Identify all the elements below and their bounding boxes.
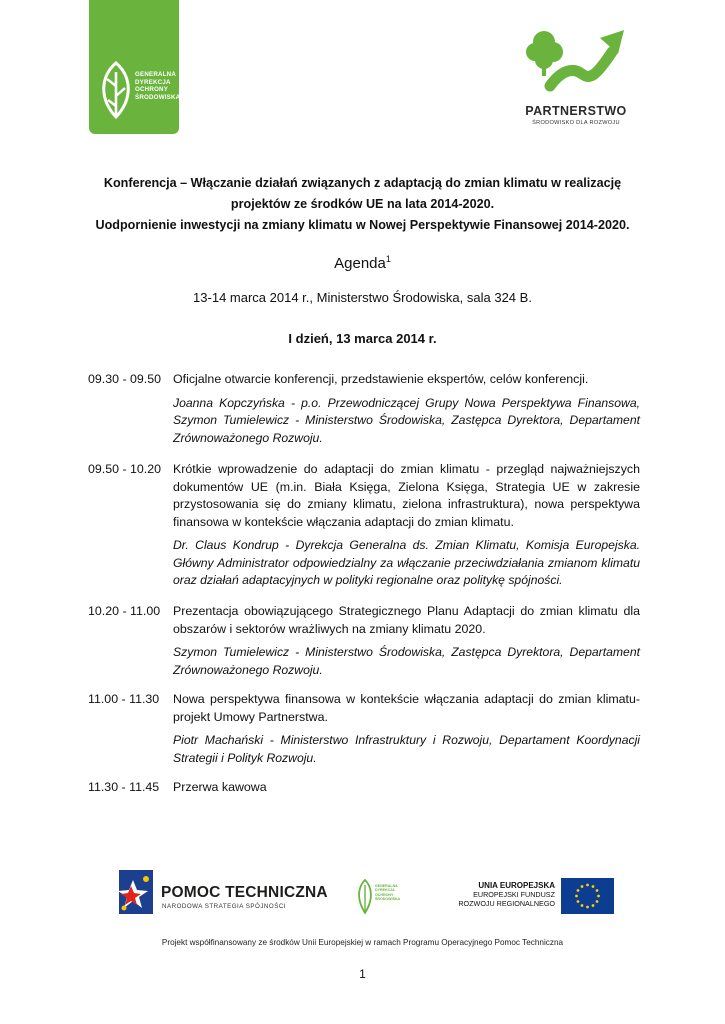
eu-star <box>597 895 600 898</box>
day-heading: I dzień, 13 marca 2014 r. <box>288 331 437 346</box>
item-description: Przerwa kawowa <box>173 780 267 794</box>
item-speaker: Joanna Kopczyńska - p.o. Przewodniczącej Grupy Nowa Perspektywa Finansowa, Szymon Tumielewicz - Ministerstwo Środowiska, Zastępca Dyrektora, Departament Zrównoważonego Rozwoju. <box>173 395 640 445</box>
eu-star <box>596 889 599 892</box>
eu-flag-icon <box>561 878 614 914</box>
item-description: Oficjalne otwarcie konferencji, przedstawienie ekspertów, celów konferencji. <box>173 372 589 386</box>
item-speaker: Piotr Machański - Ministerstwo Infrastruktury i Rozwoju, Departament Koordynacji Strategii i Polityk Rozwoju. <box>173 733 640 765</box>
gdos-small-logo <box>357 878 407 918</box>
partnerstwo-name: PARTNERSTWO <box>525 104 627 118</box>
eu-star <box>575 895 578 898</box>
leaf-icon <box>357 878 373 914</box>
agenda-list <box>88 371 640 797</box>
pomoc-techniczna-logo <box>115 866 328 916</box>
partnerstwo-subtitle: ŚRODOWISKO DLA ROZWOJU <box>532 120 620 126</box>
eu-star <box>577 900 580 903</box>
eu-star <box>577 889 580 892</box>
agenda-item <box>88 461 640 603</box>
venue-line: 13-14 marca 2014 r., Ministerstwo Środowiska, sala 324 B. <box>193 290 532 305</box>
tree-arrow-icon <box>520 22 632 102</box>
title-line-2: projektów ze środków UE na lata 2014-2020. <box>230 197 495 211</box>
gdos-logo <box>89 0 179 134</box>
eu-star <box>586 906 589 909</box>
agenda-item <box>88 779 640 797</box>
pomoc-techniczna-title: POMOC TECHNICZNA <box>161 884 328 901</box>
item-time: 11.30 - 11.45 <box>88 780 160 794</box>
agenda-item <box>88 691 640 779</box>
title-line-3: Uodpornienie inwestycji na zmiany klimatu w Nowej Perspektywie Finansowej 2014-2020. <box>95 218 630 232</box>
eu-star <box>592 885 595 888</box>
agenda-heading: Agenda$^1$ <box>334 254 391 272</box>
gdos-small-text: GENERALNA DYREKCJA OCHRONY ŚRODOWISKA <box>375 884 401 902</box>
pomoc-techniczna-subtitle: NARODOWA STRATEGIA SPÓJNOŚCI <box>162 903 287 910</box>
agenda-item <box>88 371 640 461</box>
item-time: 09.50 - 10.20 <box>88 462 162 476</box>
item-time: 10.20 - 11.00 <box>88 604 161 618</box>
eu-star <box>592 904 595 907</box>
star-emblem-icon <box>115 866 157 916</box>
eu-fund-line-2: ROZWOJU REGIONALNEGO <box>458 899 555 908</box>
item-time: 09.30 - 09.50 <box>88 372 162 386</box>
eu-name: UNIA EUROPEJSKA <box>478 881 555 890</box>
item-speaker: Dr. Claus Kondrup - Dyrekcja Generalna ds. Zmian Klimatu, Komisja Europejska. Główny Administrator odpowiedzialny za włączanie przeciwdziałania zmianom klimatu oraz działań adaptacyjnych w polityki regionalne oraz politykę spójności. <box>173 538 640 587</box>
item-speaker: Szymon Tumielewicz - Ministerstwo Środowiska, Zastępca Dyrektora, Departament Zrównoważonego Rozwoju. <box>173 645 640 677</box>
eu-star <box>581 885 584 888</box>
page-number: 1 <box>359 967 366 981</box>
item-description: Nowa perspektywa finansowa w kontekście włączania adaptacji do zmian klimatu- projekt Umowy Partnerstwa. <box>173 692 640 724</box>
eu-star <box>586 884 589 887</box>
eu-star <box>581 904 584 907</box>
item-description: Prezentacja obowiązującego Strategicznego Planu Adaptacji do zmian klimatu dla obszarów i sektorów wrażliwych na zmiany klimatu 2020. <box>173 604 640 636</box>
item-description: Krótkie wprowadzenie do adaptacji do zmian klimatu - przegląd najważniejszych dokumentów UE (m.in. Biała Księga, Zielona Księga, Strategia UE w zakresie przystosowania się do zmiany klimatu, zielona infrastruktura), nowa perspektywa finansowa w kontekście włączania adaptacji do zmian klimatu. <box>173 462 640 529</box>
conference-title <box>60 173 665 236</box>
leaf-icon <box>99 60 133 120</box>
partnerstwo-logo <box>520 22 632 134</box>
item-time: 11.00 - 11.30 <box>88 692 160 706</box>
gdos-logo-text: GENERALNA DYREKCJA OCHRONY ŚRODOWISKA <box>135 71 181 101</box>
eu-fund-text <box>455 881 555 908</box>
eu-fund-line-1: EUROPEJSKI FUNDUSZ <box>473 890 555 899</box>
cofinancing-note: Projekt współfinansowany ze środków Unii Europejskiej w ramach Programu Operacyjnego Pomoc Techniczna <box>161 938 564 947</box>
footnote-reference: 1 <box>385 254 391 264</box>
eu-star <box>596 900 599 903</box>
title-line-1: Konferencja – Włączanie działań związanych z adaptacją do zmian klimatu w realizację <box>103 176 622 190</box>
agenda-item <box>88 603 640 691</box>
